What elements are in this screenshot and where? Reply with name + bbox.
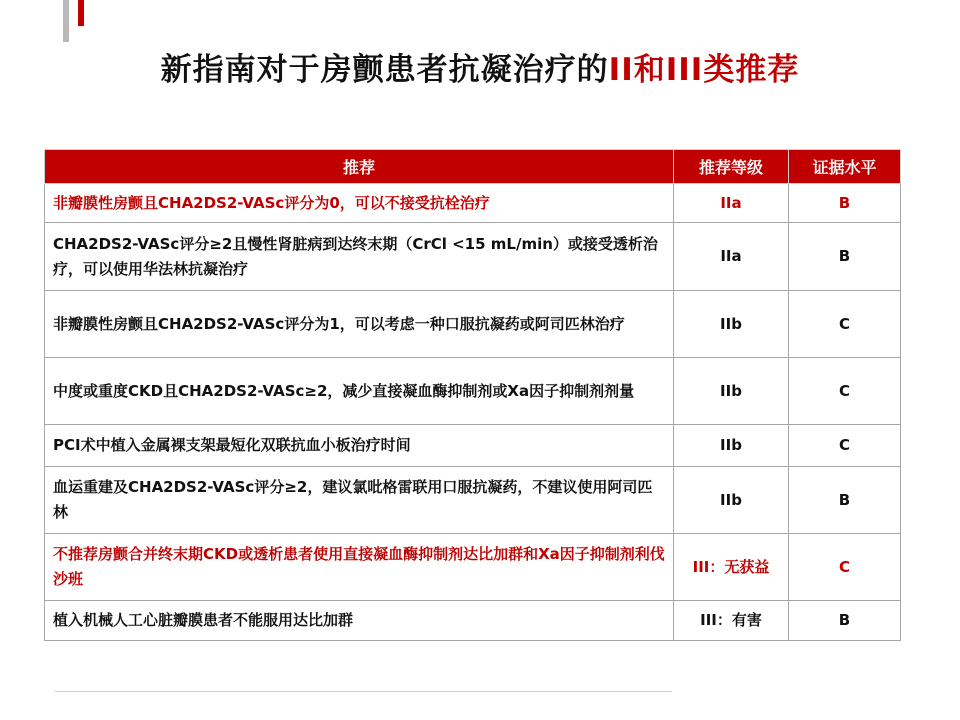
header-class: 推荐等级 <box>674 150 789 184</box>
slide-title-highlight: II和III类推荐 <box>608 52 800 88</box>
recommendation-table <box>44 149 901 641</box>
row-class: III：无获益 <box>674 534 789 601</box>
table-row <box>45 223 901 291</box>
row-evidence-level: C <box>789 534 901 601</box>
row-evidence-level: C <box>789 358 901 425</box>
slide-title <box>0 44 960 89</box>
table-row <box>45 184 901 223</box>
table-row <box>45 425 901 467</box>
accent-bar-red <box>78 0 84 26</box>
row-recommendation: 非瓣膜性房颤且CHA2DS2-VASc评分为1，可以考虑一种口服抗凝药或阿司匹林治疗 <box>45 291 674 358</box>
row-recommendation: CHA2DS2-VASc评分≥2且慢性肾脏病到达终末期（CrCl <15 mL/min）或接受透析治疗，可以使用华法林抗凝治疗 <box>45 223 674 291</box>
row-recommendation: PCI术中植入金属裸支架最短化双联抗血小板治疗时间 <box>45 425 674 467</box>
row-evidence-level: C <box>789 291 901 358</box>
row-class: III：有害 <box>674 601 789 641</box>
row-class: IIa <box>674 223 789 291</box>
table-row <box>45 358 901 425</box>
row-recommendation: 中度或重度CKD且CHA2DS2-VASc≥2，减少直接凝血酶抑制剂或Xa因子抑制剂剂量 <box>45 358 674 425</box>
footer-divider <box>55 691 672 692</box>
table-row <box>45 534 901 601</box>
header-evidence-level: 证据水平 <box>789 150 901 184</box>
row-evidence-level: C <box>789 425 901 467</box>
row-recommendation: 血运重建及CHA2DS2-VASc评分≥2，建议氯吡格雷联用口服抗凝药，不建议使用阿司匹林 <box>45 467 674 534</box>
row-recommendation: 非瓣膜性房颤且CHA2DS2-VASc评分为0，可以不接受抗栓治疗 <box>45 184 674 223</box>
table-header-row <box>45 150 901 184</box>
row-class: IIb <box>674 291 789 358</box>
row-evidence-level: B <box>789 223 901 291</box>
row-recommendation: 植入机械人工心脏瓣膜患者不能服用达比加群 <box>45 601 674 641</box>
slide-title-main: 新指南对于房颤患者抗凝治疗的 <box>160 52 609 88</box>
row-class: IIb <box>674 425 789 467</box>
header-recommendation: 推荐 <box>45 150 674 184</box>
accent-bar-gray <box>63 0 69 42</box>
row-evidence-level: B <box>789 467 901 534</box>
row-class: IIb <box>674 358 789 425</box>
table-row <box>45 467 901 534</box>
table-row <box>45 601 901 641</box>
row-class: IIb <box>674 467 789 534</box>
row-evidence-level: B <box>789 184 901 223</box>
row-evidence-level: B <box>789 601 901 641</box>
row-class: IIa <box>674 184 789 223</box>
table-row <box>45 291 901 358</box>
row-recommendation: 不推荐房颤合并终末期CKD或透析患者使用直接凝血酶抑制剂达比加群和Xa因子抑制剂利伐沙班 <box>45 534 674 601</box>
